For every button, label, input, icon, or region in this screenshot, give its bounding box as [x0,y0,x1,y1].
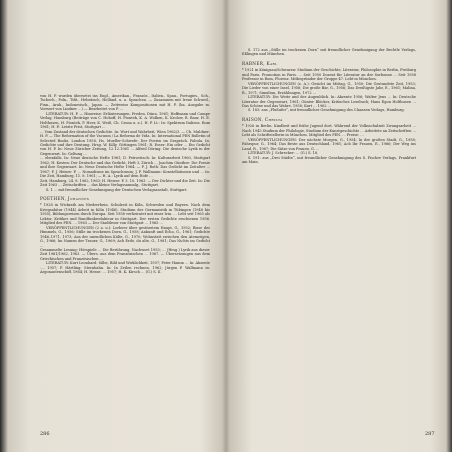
entry-credit: S. 183: aus „Flußufer“, mit freundlicher Genehmigung des Claassen Verlags, Hamburg. [248,108,405,113]
entry-heading-rabner: RABNER, Karl [242,60,278,66]
right-intro-credit: S. 172 aus „Stille im trockenen Dorn“ mit freundlicher Genehmigung der Bechtle Verlags, Eßlingen und München. [242,48,416,57]
right-page-text-column [242,48,416,434]
entry-biography: * 1928 in Wickrath am Niederrhein. Schulzeit in Köln, Schweden und Bayern. Nach dem Kriegsabitur (1944) Arbeit in Köln (1946). Studium der Germanistik in Tübingen (1948 bis 1955), Bildungsreisen durch Europa. Seit 1956 verheiratet mit einer Irin. … Lebt seit 1965 als Lektor, Kritiker und Rundfunkredakteur in Stuttgart. Der ersten Gedichte erschienen 1956. Mitglied des PEN. … 1963 — Der Stadtleser von Stuttgart … 1965 … [40,203,210,226]
entry-biography: * 1921 in Königsau/Schwarzw. Studium der Geschichte, Literatur, Philosophie in Berlin, Freiburg und Paris. Promotion in Paris. … Seit 1950 Dozent für Literatur an der Sorbonne … Seit 1958 Professor in Rom, Florenz. Mitbegründer der Gruppe 47. Lebt in München. [242,68,417,82]
entry-publications: VERÖFFENTLICHUNGEN: Der nächste Morgen, G., 1954; In der großen Stadt, G., 1958; Fahrspur, G., 1964; Das Beste aus Deutschland, 1961; Ach Ihr Frauen, E., 1966; Der Weg ins Land, R., 1967; Die Sätze von Frauen, G. … [242,137,416,151]
left-intro-paragraph: … ebenfalls. In: Neue deutsche Hefte 1961; D. Petrovitsch: In: Kulturarbeit 1960, Stuttgart 1962; H. Kesten: Der Deutsche und das Gedicht, Heft 3, Zürich … Joachim Günther: Die Poesie und ihre Gegenwart. In: Neue Deutsche Hefte 1964. — F. J. Roth: Das Gedicht im Zeitalter … 1967; F. J. Heiser: P. … Nomadisme im Sprachraum; J. P. Wallmann: Konstellationen und … In: Die Zeit, Hamburg, 11. 8. 1961; — H. A.: Lyrik auf dem Hofe … [40,156,210,179]
entry-heading-raison: RAISON, Christa [242,116,283,122]
left-page-text-column [40,94,210,434]
entry-credit: S. 191: aus „Drei Städte“, mit freundlicher Genehmigung des S. Fischer Verlags, Frankfurt am Main. [242,155,416,164]
left-intro-credit: S. 1 … mit freundlicher Genehmigung der Deutschen Verlagsanstalt, Stuttgart. [46,187,188,192]
left-intro-paragraph: LITERATUR: H. P. — Hinweise: Erläuterungen. Freden. Dünn. 1961; Hoffmann und Campe Verlag, Hamburg (Beiträge von C. Hohoff, H. Piontek, K. A. Wolken, K. Krolow, R. Baur, H. E. Holthusen, H. Piontek, F. Heer, K. Weiß, Ch. Crona u. a.). H. P. Lt.: In: Spektrum Italiens. Rom 1961; H. P.: Letzte Frist, Stuttgart … [40,111,210,130]
left-intro-paragraph: Zeit, Hamburg, 24. 8. 1962, 1963; H. Heiser: P. 3. 10. 1963. — Der Dichter und die Zeit. In: Die Zeit 1963 … Zeitschriften … das kleine Verlagssammlg., Stuttgart. [40,178,210,188]
entry-literature: LITERATUR: J. Schrecker: … (G.) S. 18. [248,151,319,156]
entry-biography: * 1926 in Berlin. Kindheit und frühe Jugend dort. Während der Volksschulzeit Zwangsarbeit … Nach 1945 Studium der Philologie, Studium der Kunstgeschichte … Arbeitete an Zeitschriften … Lebt als Schriftstellerin in München. Mitglied des PEN. … Preise: … [242,124,416,138]
right-page [226,0,452,452]
entry-further-works: Gesammelte Lesung: Hörspiele … Die Berührung, Nachwort 1955; … (Hrsg.) Lyrik aus dieser Zeit 1961/1962, 1963. — Übers. aus dem Französischen … 1967. — Übersetzungen aus dem Griechischen und Französischen … [40,247,210,261]
entry-literature: LITERATUR: Die Weite und der Augenblick. In: Akzente 1956; Walter Jens … In: Deutsche Literatur der Gegenwart, 1961; Günter Blöcker, Kritisches Lesebuch; Hans Egon Holthusen … Das Schöne und das Wahre, 1958; Kurt … 1962 … [242,95,416,108]
left-intro-paragraph: … Vom Zustand der deutschen Gedichte. In: Wort und Wahrheit, Wien 1962/3. — Ch. Muldner: H. P. — The Reformation of the Vacuum / La Reforma de Vida. In: International PEN Bulletin of Selected Books. London 1958, Hs. Mueller-Schwefe: Der Poeten im Gespräch. Fabula. In: Gedichte und ihre Deutung. Hrsg. W. Killy, Göttingen 1961; R. Esser: Ein oder … Ein Gedicht von H. P. In: Neue Züricher Zeitung, 12.12.1961 … Alfred Döring: Die deutsche Lyrik in der Gegenwart. In: Geltung … [40,129,210,156]
entry-heading-poethen: POETHEN, Johannes [40,195,90,201]
entry-literature: LITERATUR: Kurt Leonhard: Silbe, Bild und Wirklichkeit, 1957; Peter Hamm … In: Akzente …, 1957; P. Härtling: Sternbahn. In: In Zeilen rechnen, 1962; Jürgen P. Wallmann in: Argonautenschiff, 1964; H. Hesse: … 1957; H. K. Kirsch … (G.) S. II. [40,261,210,275]
left-intro-paragraph: von H. P. wurden übersetzt ins Engl., Amerikan., Französ., Italien., Span., Portugies., Sch., Tschech., Poln., Tifit., Hebräisch, Holländ. u. a. Sprachen. — Zusammen mit Irene Schwed., Finn., Arab., Indonesisch., Japan. — Zeitweise Kompositionen mit H. P. (ha. Ausgabe m. Vorwort von Lindner …) — Bearbeitet von P. … [40,94,210,112]
page-number-right: 287 [425,431,435,437]
entry-publications: VERÖFFENTLICHUNGEN (2 a. u.): Lorbeer über gestürztem Haupt, G., 1952; Risse des Himmels, G., 1956; Stille im trockenen Dorn, G., 1958; Ankunft und Echo, G., 1961; Gedichte 1946–1971, 1973; Aus der unendlichen Kälte, G., 1970; Wohnstatt zwischen den Atemzügen, G., 1966; Im Namen der Trauer, G., 1969; Ach Erde, du alte, G., 1981; Das Nichts im Gedicht … [40,225,210,248]
page-number-left: 286 [40,431,50,437]
entry-publications: VERÖFFENTLICHUNGEN (z. A.): Gesicht im Mittag, G., 1950; Die Gestundete Zeit, 1953; Die Lieder von einer Insel, 1956; Die große Bär, G., 1956; Das Dreißigste Jahr, E., 1961; Malina, R., 1971; Simultan, Erzählungen, 1972 … [242,81,416,95]
